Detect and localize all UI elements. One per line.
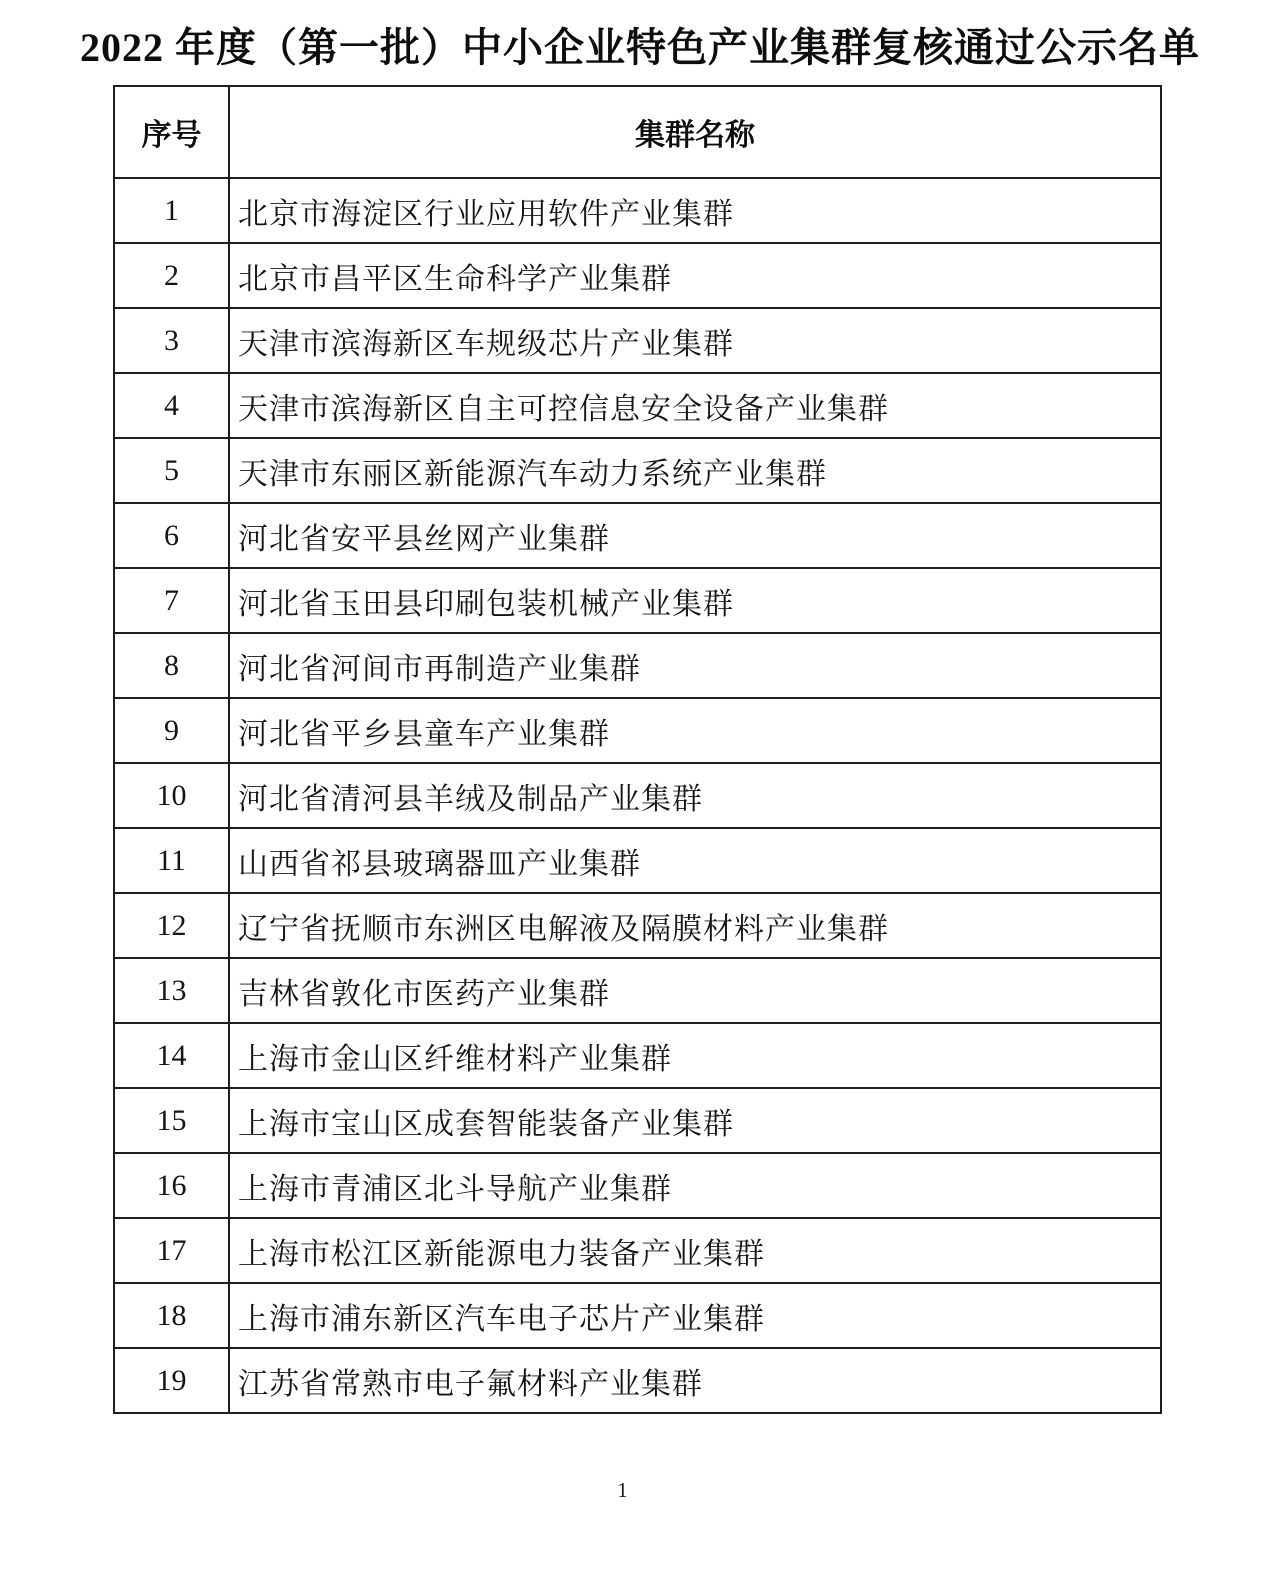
table-row xyxy=(114,438,1161,503)
row-number-cell: 11 xyxy=(114,828,229,893)
cluster-name-cell: 河北省河间市再制造产业集群 xyxy=(229,633,1161,698)
column-header-cluster-name: 集群名称 xyxy=(229,86,1161,178)
row-number-cell: 14 xyxy=(114,1023,229,1088)
row-number-cell: 16 xyxy=(114,1153,229,1218)
table-row xyxy=(114,698,1161,763)
cluster-name-cell: 上海市金山区纤维材料产业集群 xyxy=(229,1023,1161,1088)
cluster-name-cell: 河北省安平县丝网产业集群 xyxy=(229,503,1161,568)
cluster-name-cell: 天津市东丽区新能源汽车动力系统产业集群 xyxy=(229,438,1161,503)
cluster-name-cell: 北京市昌平区生命科学产业集群 xyxy=(229,243,1161,308)
cluster-name-cell: 河北省清河县羊绒及制品产业集群 xyxy=(229,763,1161,828)
table-row xyxy=(114,568,1161,633)
table-row xyxy=(114,178,1161,243)
cluster-name-cell: 上海市浦东新区汽车电子芯片产业集群 xyxy=(229,1283,1161,1348)
row-number-cell: 7 xyxy=(114,568,229,633)
row-number-cell: 12 xyxy=(114,893,229,958)
row-number-cell: 4 xyxy=(114,373,229,438)
table-row xyxy=(114,373,1161,438)
row-number-cell: 6 xyxy=(114,503,229,568)
row-number-cell: 3 xyxy=(114,308,229,373)
table-header-row xyxy=(114,86,1161,178)
table-row xyxy=(114,893,1161,958)
page-number: 1 xyxy=(617,1478,628,1502)
row-number-cell: 2 xyxy=(114,243,229,308)
row-number-cell: 9 xyxy=(114,698,229,763)
cluster-name-cell: 山西省祁县玻璃器皿产业集群 xyxy=(229,828,1161,893)
table-body xyxy=(114,178,1161,1413)
table-row xyxy=(114,763,1161,828)
table-row xyxy=(114,1283,1161,1348)
cluster-name-cell: 吉林省敦化市医药产业集群 xyxy=(229,958,1161,1023)
cluster-name-cell: 河北省玉田县印刷包装机械产业集群 xyxy=(229,568,1161,633)
row-number-cell: 10 xyxy=(114,763,229,828)
row-number-cell: 13 xyxy=(114,958,229,1023)
cluster-name-cell: 天津市滨海新区车规级芯片产业集群 xyxy=(229,308,1161,373)
table-row xyxy=(114,1023,1161,1088)
table-row xyxy=(114,1153,1161,1218)
cluster-name-cell: 上海市宝山区成套智能装备产业集群 xyxy=(229,1088,1161,1153)
cluster-name-cell: 江苏省常熟市电子氟材料产业集群 xyxy=(229,1348,1161,1413)
cluster-name-cell: 辽宁省抚顺市东洲区电解液及隔膜材料产业集群 xyxy=(229,893,1161,958)
row-number-cell: 8 xyxy=(114,633,229,698)
table-row xyxy=(114,828,1161,893)
cluster-name-cell: 上海市松江区新能源电力装备产业集群 xyxy=(229,1218,1161,1283)
table-row xyxy=(114,633,1161,698)
row-number-cell: 5 xyxy=(114,438,229,503)
row-number-cell: 1 xyxy=(114,178,229,243)
row-number-cell: 15 xyxy=(114,1088,229,1153)
row-number-cell: 19 xyxy=(114,1348,229,1413)
cluster-name-cell: 北京市海淀区行业应用软件产业集群 xyxy=(229,178,1161,243)
cluster-name-cell: 河北省平乡县童车产业集群 xyxy=(229,698,1161,763)
row-number-cell: 18 xyxy=(114,1283,229,1348)
page-title: 2022 年度（第一批）中小企业特色产业集群复核通过公示名单 xyxy=(80,25,1200,70)
row-number-cell: 17 xyxy=(114,1218,229,1283)
table-row xyxy=(114,1088,1161,1153)
table-row xyxy=(114,308,1161,373)
table-row xyxy=(114,243,1161,308)
cluster-name-cell: 天津市滨海新区自主可控信息安全设备产业集群 xyxy=(229,373,1161,438)
cluster-name-cell: 上海市青浦区北斗导航产业集群 xyxy=(229,1153,1161,1218)
table-row xyxy=(114,1218,1161,1283)
table-row xyxy=(114,503,1161,568)
column-header-no: 序号 xyxy=(114,86,229,178)
table-row xyxy=(114,958,1161,1023)
table-row xyxy=(114,1348,1161,1413)
cluster-table xyxy=(113,85,1162,1414)
